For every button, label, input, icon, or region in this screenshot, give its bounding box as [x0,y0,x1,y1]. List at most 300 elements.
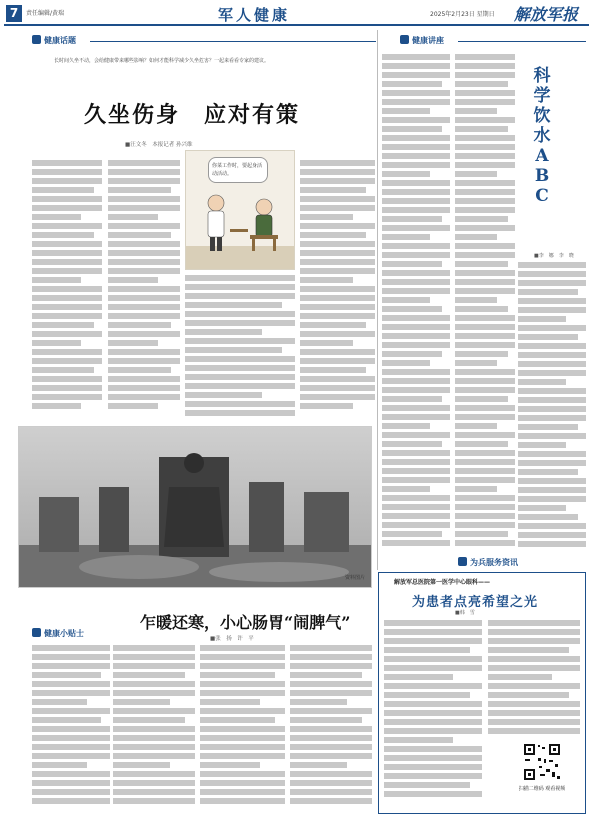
text-line [455,288,515,294]
text-line [488,629,580,635]
text-line [384,755,482,761]
text-line [518,433,586,439]
text-line [290,717,362,723]
text-line [113,645,195,651]
text-line [518,388,586,394]
text-line [108,250,180,256]
text-line [455,450,515,456]
text-line [382,108,430,114]
text-line [108,394,180,400]
text-line [455,387,515,393]
text-line [382,378,450,384]
lecture-vertical-title [522,66,562,206]
text-line [518,487,586,493]
masthead-logo: 解放军报 [514,5,579,24]
text-line [185,284,295,290]
text-line [108,205,180,211]
text-line [200,681,285,687]
text-line [32,403,81,409]
title-char: 水 [533,126,551,146]
text-line [108,340,158,346]
text-line [382,153,450,159]
text-line [113,726,195,732]
text-line [382,225,450,231]
text-line [518,397,586,403]
text-line [518,478,586,484]
text-line [300,232,366,238]
feature-body-col2 [488,620,580,738]
lecture-body-col2 [455,54,515,554]
text-line [518,469,578,475]
text-line [200,771,285,777]
text-line [382,180,450,186]
text-line [108,214,158,220]
text-line [300,277,353,283]
text-line [384,647,470,653]
text-line [108,232,171,238]
text-line [290,726,372,732]
tag-health-lecture [400,35,444,46]
text-line [113,771,195,777]
text-line [518,316,566,322]
article-headline: 乍暖还寒，小心肠胃“闹脾气” [140,613,351,632]
text-line [455,459,515,465]
text-line [384,719,482,725]
text-line [108,295,180,301]
text-line [488,665,580,671]
text-line [455,171,497,177]
text-line [108,160,180,166]
text-line [113,753,195,759]
text-line [300,241,375,247]
text-line [382,288,450,294]
text-line [455,414,515,420]
text-line [455,342,515,348]
tag-rule [90,41,376,42]
text-line [455,531,508,537]
text-line [200,735,285,741]
text-line [488,728,580,734]
text-line [290,672,362,678]
text-line [108,286,180,292]
text-line [455,243,515,249]
section-title: 军人健康 [218,6,291,24]
feature-byline: ■韩 雪 [455,610,475,616]
text-line [455,99,515,105]
text-line [113,708,195,714]
text-line [455,396,508,402]
text-line [384,692,470,698]
text-line [455,252,515,258]
text-line [300,358,375,364]
text-line [32,268,102,274]
text-line [488,719,580,725]
text-line [384,674,453,680]
text-line [300,385,375,391]
text-line [518,451,586,457]
title-char: 学 [533,86,551,106]
text-line [32,681,110,687]
text-line [455,54,515,60]
text-line [32,726,110,732]
text-line [32,394,102,400]
text-line [185,356,295,362]
text-line [455,144,515,150]
text-line [455,270,515,276]
text-line [185,275,295,281]
text-line [382,198,450,204]
text-line [32,367,94,373]
text-line [200,654,285,660]
text-line [200,672,275,678]
tag-marker-icon [400,35,409,44]
text-line [185,392,262,398]
text-line [32,313,102,319]
qr-caption: 扫描二维码 观看视频 [518,786,566,792]
text-line [185,383,295,389]
text-line [108,169,180,175]
text-line [382,342,450,348]
text-line [32,295,102,301]
text-line [455,189,515,195]
tag-marker-icon [458,557,467,566]
text-line [488,683,580,689]
text-line [455,522,515,528]
text-line [382,369,450,375]
tag-label: 为兵服务资讯 [470,558,518,567]
text-line [185,293,295,299]
text-line [382,63,450,69]
qr-code-graphic [522,742,562,782]
text-line [200,762,260,768]
text-line [518,460,586,466]
text-line [290,681,372,687]
text-line [488,638,580,644]
text-line [455,495,515,501]
text-line [32,178,102,184]
text-line [382,513,450,519]
article-headline: 久坐伤身 应对有策 [84,102,301,128]
text-line [32,187,94,193]
text-line [108,223,180,229]
feature-body-col1 [384,620,482,808]
text-line [32,654,110,660]
text-line [518,361,586,367]
text-line [32,250,102,256]
text-line [290,663,372,669]
text-line [200,645,285,651]
text-line [108,187,171,193]
text-line [455,468,515,474]
feature-headline: 为患者点亮希望之光 [412,595,539,610]
text-line [455,207,515,213]
text-line [32,717,101,723]
article-byline [125,140,192,148]
text-line [290,753,372,759]
illustration-doctor-patient [185,150,295,270]
lecture-byline: ■李 娜 李 晓 [534,253,574,259]
text-line [518,442,566,448]
text-line [455,180,515,186]
text-line [185,401,295,407]
text-line [518,514,578,520]
text-line [382,486,430,492]
text-line [200,726,285,732]
text-line [108,259,180,265]
text-line [113,717,185,723]
text-line [108,304,180,310]
text-line [382,171,430,177]
text-line [113,780,195,786]
text-line [488,701,580,707]
text-line [488,710,580,716]
header-rule [4,24,589,26]
text-line [200,708,285,714]
text-line [108,331,180,337]
text-line [290,798,372,804]
feature-kicker: 解放军总医院第一医学中心眼科—— [394,579,491,586]
text-line [518,325,586,331]
text-line [113,681,195,687]
text-line [455,126,508,132]
text-line [382,405,450,411]
text-line [200,789,285,795]
text-line [32,214,81,220]
text-line [382,495,450,501]
text-line [200,690,285,696]
text-line [382,540,450,546]
text-line [518,262,586,268]
text-line [200,663,285,669]
text-line [518,280,586,286]
text-line [455,135,515,141]
text-line [382,162,450,168]
text-line [518,541,586,547]
text-line [488,647,569,653]
text-line [32,340,81,346]
text-line [108,403,158,409]
tag-label: 健康讲座 [412,36,444,45]
text-line [384,683,482,689]
text-line [32,259,102,265]
text-line [200,744,285,750]
text-line [382,189,450,195]
text-line [108,349,180,355]
text-line [518,523,586,529]
text-line [382,297,430,303]
text-line [455,369,515,375]
text-line [300,322,366,328]
tips-body-col3 [200,645,285,815]
text-line [518,379,566,385]
article-body-col2 [108,160,180,420]
tag-health-topic [32,35,76,46]
text-line [300,259,375,265]
text-line [108,241,180,247]
text-line [382,477,450,483]
text-line [518,298,586,304]
text-line [382,117,450,123]
text-line [455,162,515,168]
text-line [290,780,372,786]
text-line [518,289,578,295]
title-char: C [535,186,549,206]
text-line [290,771,372,777]
text-line [290,690,372,696]
text-line [108,385,180,391]
text-line [32,331,102,337]
text-line [384,656,482,662]
text-line [382,306,442,312]
text-line [384,773,482,779]
tag-marker-icon [32,35,41,44]
text-line [300,187,366,193]
lecture-body-col1 [382,54,450,554]
text-line [300,331,375,337]
text-line [300,295,375,301]
text-line [382,216,442,222]
photo-credit: 资料图片 [344,575,365,581]
title-char: A [535,146,549,166]
text-line [32,663,110,669]
text-line [32,286,102,292]
text-line [185,365,295,371]
text-line [382,360,430,366]
text-line [518,532,586,538]
text-line [32,762,87,768]
text-line [382,432,450,438]
text-line [113,699,170,705]
text-line [185,311,295,317]
text-line [32,744,110,750]
text-line [382,144,450,150]
text-line [300,394,375,400]
text-line [300,349,375,355]
text-line [32,223,102,229]
speech-bubble: 你菜工作时，要起身活动活动。 [208,157,268,183]
text-line [382,522,450,528]
text-line [32,241,102,247]
text-line [382,99,450,105]
publication-date: 2025年2月23日 星期日 [430,11,495,18]
text-line [290,654,372,660]
text-line [488,692,569,698]
qr-code-icon[interactable] [522,742,562,782]
text-line [382,531,442,537]
text-line [455,90,515,96]
text-line [185,329,262,335]
text-line [455,72,515,78]
text-line [455,441,508,447]
text-line [108,277,158,283]
text-line [455,333,515,339]
photo-image [19,427,372,588]
text-line [300,340,353,346]
text-line [518,505,566,511]
lecture-body-col3 [518,262,586,554]
text-line [32,753,110,759]
text-line [382,252,450,258]
text-line [290,735,372,741]
text-line [113,654,195,660]
text-line [455,504,515,510]
editor-credit: 责任编辑/黄瑞 [26,10,65,17]
text-line [32,304,102,310]
text-line [32,160,102,166]
text-line [455,108,497,114]
text-line [32,735,110,741]
text-line [455,513,515,519]
text-line [455,405,515,411]
text-line [32,690,110,696]
text-line [384,701,482,707]
text-line [382,279,450,285]
text-line [108,376,180,382]
text-line [32,699,87,705]
tag-rule [458,41,586,42]
text-line [518,307,586,313]
text-line [113,672,185,678]
text-line [290,708,372,714]
text-line [382,81,442,87]
text-line [384,665,482,671]
text-line [32,169,102,175]
text-line [300,286,375,292]
text-line [113,798,195,804]
text-line [455,360,497,366]
article-byline: ■张 扬 许 平 [210,636,254,642]
text-line [382,54,450,60]
text-line [382,468,450,474]
text-line [300,178,375,184]
text-line [300,160,375,166]
text-line [455,81,508,87]
tag-health-tips [32,628,84,639]
text-line [384,782,470,788]
text-line [200,780,285,786]
text-line [32,780,110,786]
text-line [382,126,442,132]
text-line [300,205,375,211]
title-char: B [534,166,550,186]
text-line [488,620,580,626]
text-line [518,334,578,340]
text-line [113,789,195,795]
text-line [382,72,450,78]
text-line [518,352,586,358]
text-line [32,376,102,382]
text-line [32,232,94,238]
text-line [300,169,375,175]
text-line [455,297,497,303]
text-line [382,90,450,96]
text-line [185,347,282,353]
text-line [518,415,586,421]
text-line [455,378,515,384]
text-line [382,396,442,402]
byline-name: 孙兴维 [175,142,193,148]
text-line [384,710,482,716]
text-line [290,645,372,651]
text-line [455,153,515,159]
text-line [32,385,102,391]
text-line [200,717,275,723]
tag-care-news [458,557,518,568]
article-body-col3 [185,275,295,420]
text-line [455,225,515,231]
tips-body-col2 [113,645,195,815]
text-line [108,367,171,373]
